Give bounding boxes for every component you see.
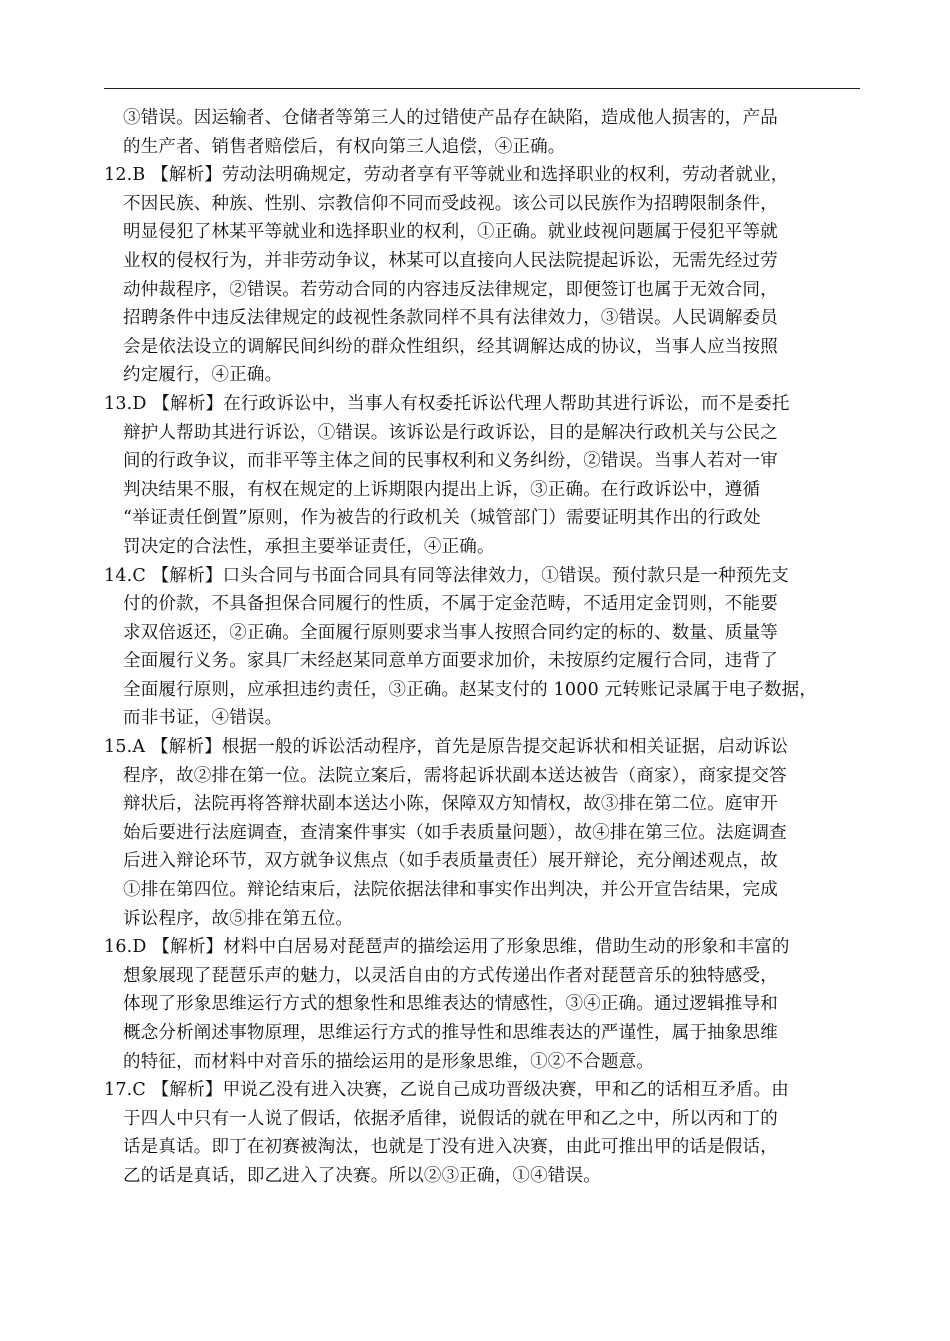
answer-line: 程序，故②排在第一位。法院立案后，需将起诉状副本送达被告（商家），商家提交答 <box>123 765 787 786</box>
answer-text: 【解析】口头合同与书面合同具有同等法律效力，①错误。预付款只是一种预先支 <box>146 565 789 586</box>
answer-line: “举证责任倒置”原则，作为被告的行政机关（城管部门）需要证明其作出的行政处 <box>123 508 761 529</box>
answer-text: 【解析】甲说乙没有进入决赛，乙说自己成功晋级决赛，甲和乙的话相互矛盾。由 <box>146 1080 789 1101</box>
answer-text: 【解析】根据一般的诉讼活动程序，首先是原告提交起诉状和相关证据，启动诉讼 <box>145 737 789 758</box>
answer-line: 乙的话是真话，即乙进入了决赛。所以②③正确，①④错误。 <box>123 1165 601 1186</box>
answer-number: 15.A <box>104 737 146 758</box>
answer-item-13 <box>104 390 864 562</box>
answer-line: 不因民族、种族、性别、宗教信仰不同而受歧视。该公司以民族作为招聘限制条件， <box>123 193 778 214</box>
answer-line: 明显侵犯了林某平等就业和选择职业的权利，①正确。就业歧视问题属于侵犯平等就 <box>123 222 778 243</box>
answer-text: 【解析】劳动法明确规定，劳动者享有平等就业和选择职业的权利，劳动者就业， <box>145 165 789 186</box>
answer-text: 【解析】材料中白居易对琵琶声的描绘运用了形象思维，借助生动的形象和丰富的 <box>146 937 790 958</box>
answer-line: 而非书证，④错误。 <box>123 708 283 729</box>
answer-first-line <box>104 1076 864 1105</box>
answer-first-line <box>104 733 864 762</box>
answer-line: 动仲裁程序，②错误。若劳动合同的内容违反法律规定，即便签订也属于无效合同， <box>123 279 778 300</box>
answer-line: 间的行政争议，而非平等主体之间的民事权利和义务纠纷，②错误。当事人若对一审 <box>123 451 778 472</box>
answer-line: 全面履行义务。家具厂未经赵某同意单方面要求加价，未按原约定履行合同，违背了 <box>123 651 778 672</box>
answer-line: 于四人中只有一人说了假话，依据矛盾律，说假话的就在甲和乙之中，所以丙和丁的 <box>123 1108 778 1129</box>
answer-line: 约定履行，④正确。 <box>123 365 283 386</box>
answer-line: 辩护人帮助其进行诉讼，①错误。该诉讼是行政诉讼，目的是解决行政机关与公民之 <box>123 422 778 443</box>
answer-item-12 <box>104 161 864 390</box>
answer-line: 诉讼程序，故⑤排在第五位。 <box>123 908 354 929</box>
answer-number: 13.D <box>104 393 147 414</box>
answer-item-16 <box>104 933 864 1076</box>
answer-line: 业权的侵权行为，并非劳动争议，林某可以直接向人民法院提起诉讼，无需先经过劳 <box>123 250 778 271</box>
prev-tail-line: 的生产者、销售者赔偿后，有权向第三人追偿，④正确。 <box>123 136 566 157</box>
answer-number: 14.C <box>104 565 147 586</box>
answer-first-line <box>104 390 864 419</box>
answer-line: ①排在第四位。辩论结束后，法院依据法律和事实作出判决，并公开宣告结果，完成 <box>123 880 778 901</box>
answer-line: 全面履行原则，应承担违约责任，③正确。赵某支付的 1000 元转账记录属于电子数据， <box>123 679 818 700</box>
answer-line: 求双倍返还，②正确。全面履行原则要求当事人按照合同约定的标的、数量、质量等 <box>123 622 778 643</box>
answer-first-line <box>104 562 864 591</box>
answer-line: 体现了形象思维运行方式的想象性和思维表达的情感性，③④正确。通过逻辑推导和 <box>123 994 778 1015</box>
answer-number: 16.D <box>104 937 147 958</box>
answer-line: 想象展现了琵琶乐声的魅力，以灵活自由的方式传递出作者对琵琶音乐的独特感受， <box>123 965 778 986</box>
answer-content <box>104 104 864 1191</box>
answer-line: 后进入辩论环节，双方就争议焦点（如手表质量责任）展开辩论，充分阐述观点，故 <box>123 851 778 872</box>
answer-line: 会是依法设立的调解民间纠纷的群众性组织，经其调解达成的协议，当事人应当按照 <box>123 336 778 357</box>
answer-item-17 <box>104 1076 864 1190</box>
answer-line: 始后要进行法庭调查，查清案件事实（如手表质量问题），故④排在第三位。法庭调查 <box>123 822 787 843</box>
answer-first-line <box>104 933 864 962</box>
answer-line: 招聘条件中违反法律规定的歧视性条款同样不具有法律效力，③错误。人民调解委员 <box>123 308 778 329</box>
answer-item-14 <box>104 562 864 734</box>
answer-line: 辩状后，法院再将答辩状副本送达小陈，保障双方知情权，故③排在第二位。庭审开 <box>123 794 778 815</box>
answer-line: 判决结果不服，有权在规定的上诉期限内提出上诉，③正确。在行政诉讼中，遵循 <box>123 479 761 500</box>
answer-line: 话是真话。即丁在初赛被淘汰，也就是丁没有进入决赛，由此可推出甲的话是假话， <box>123 1137 778 1158</box>
answer-line: 概念分析阐述事物原理，思维运行方式的推导性和思维表达的严谨性，属于抽象思维 <box>123 1023 778 1043</box>
header-rule <box>104 88 860 89</box>
answer-text: 【解析】在行政诉讼中，当事人有权委托诉讼代理人帮助其进行诉讼，而不是委托 <box>146 393 790 414</box>
answer-line: 罚决定的合法性，承担主要举证责任，④正确。 <box>123 536 495 557</box>
answer-line: 的特征，而材料中对音乐的描绘运用的是形象思维，①②不合题意。 <box>123 1051 654 1072</box>
answer-number: 12.B <box>104 165 146 186</box>
prev-tail-line: ③错误。因运输者、仓储者等第三人的过错使产品存在缺陷，造成他人损害的，产品 <box>123 108 778 128</box>
answer-item-15 <box>104 733 864 933</box>
answer-number: 17.C <box>104 1080 147 1101</box>
answer-first-line <box>104 161 864 190</box>
answer-line: 付的价款，不具备担保合同履行的性质，不属于定金范畴，不适用定金罚则，不能要 <box>123 594 778 615</box>
